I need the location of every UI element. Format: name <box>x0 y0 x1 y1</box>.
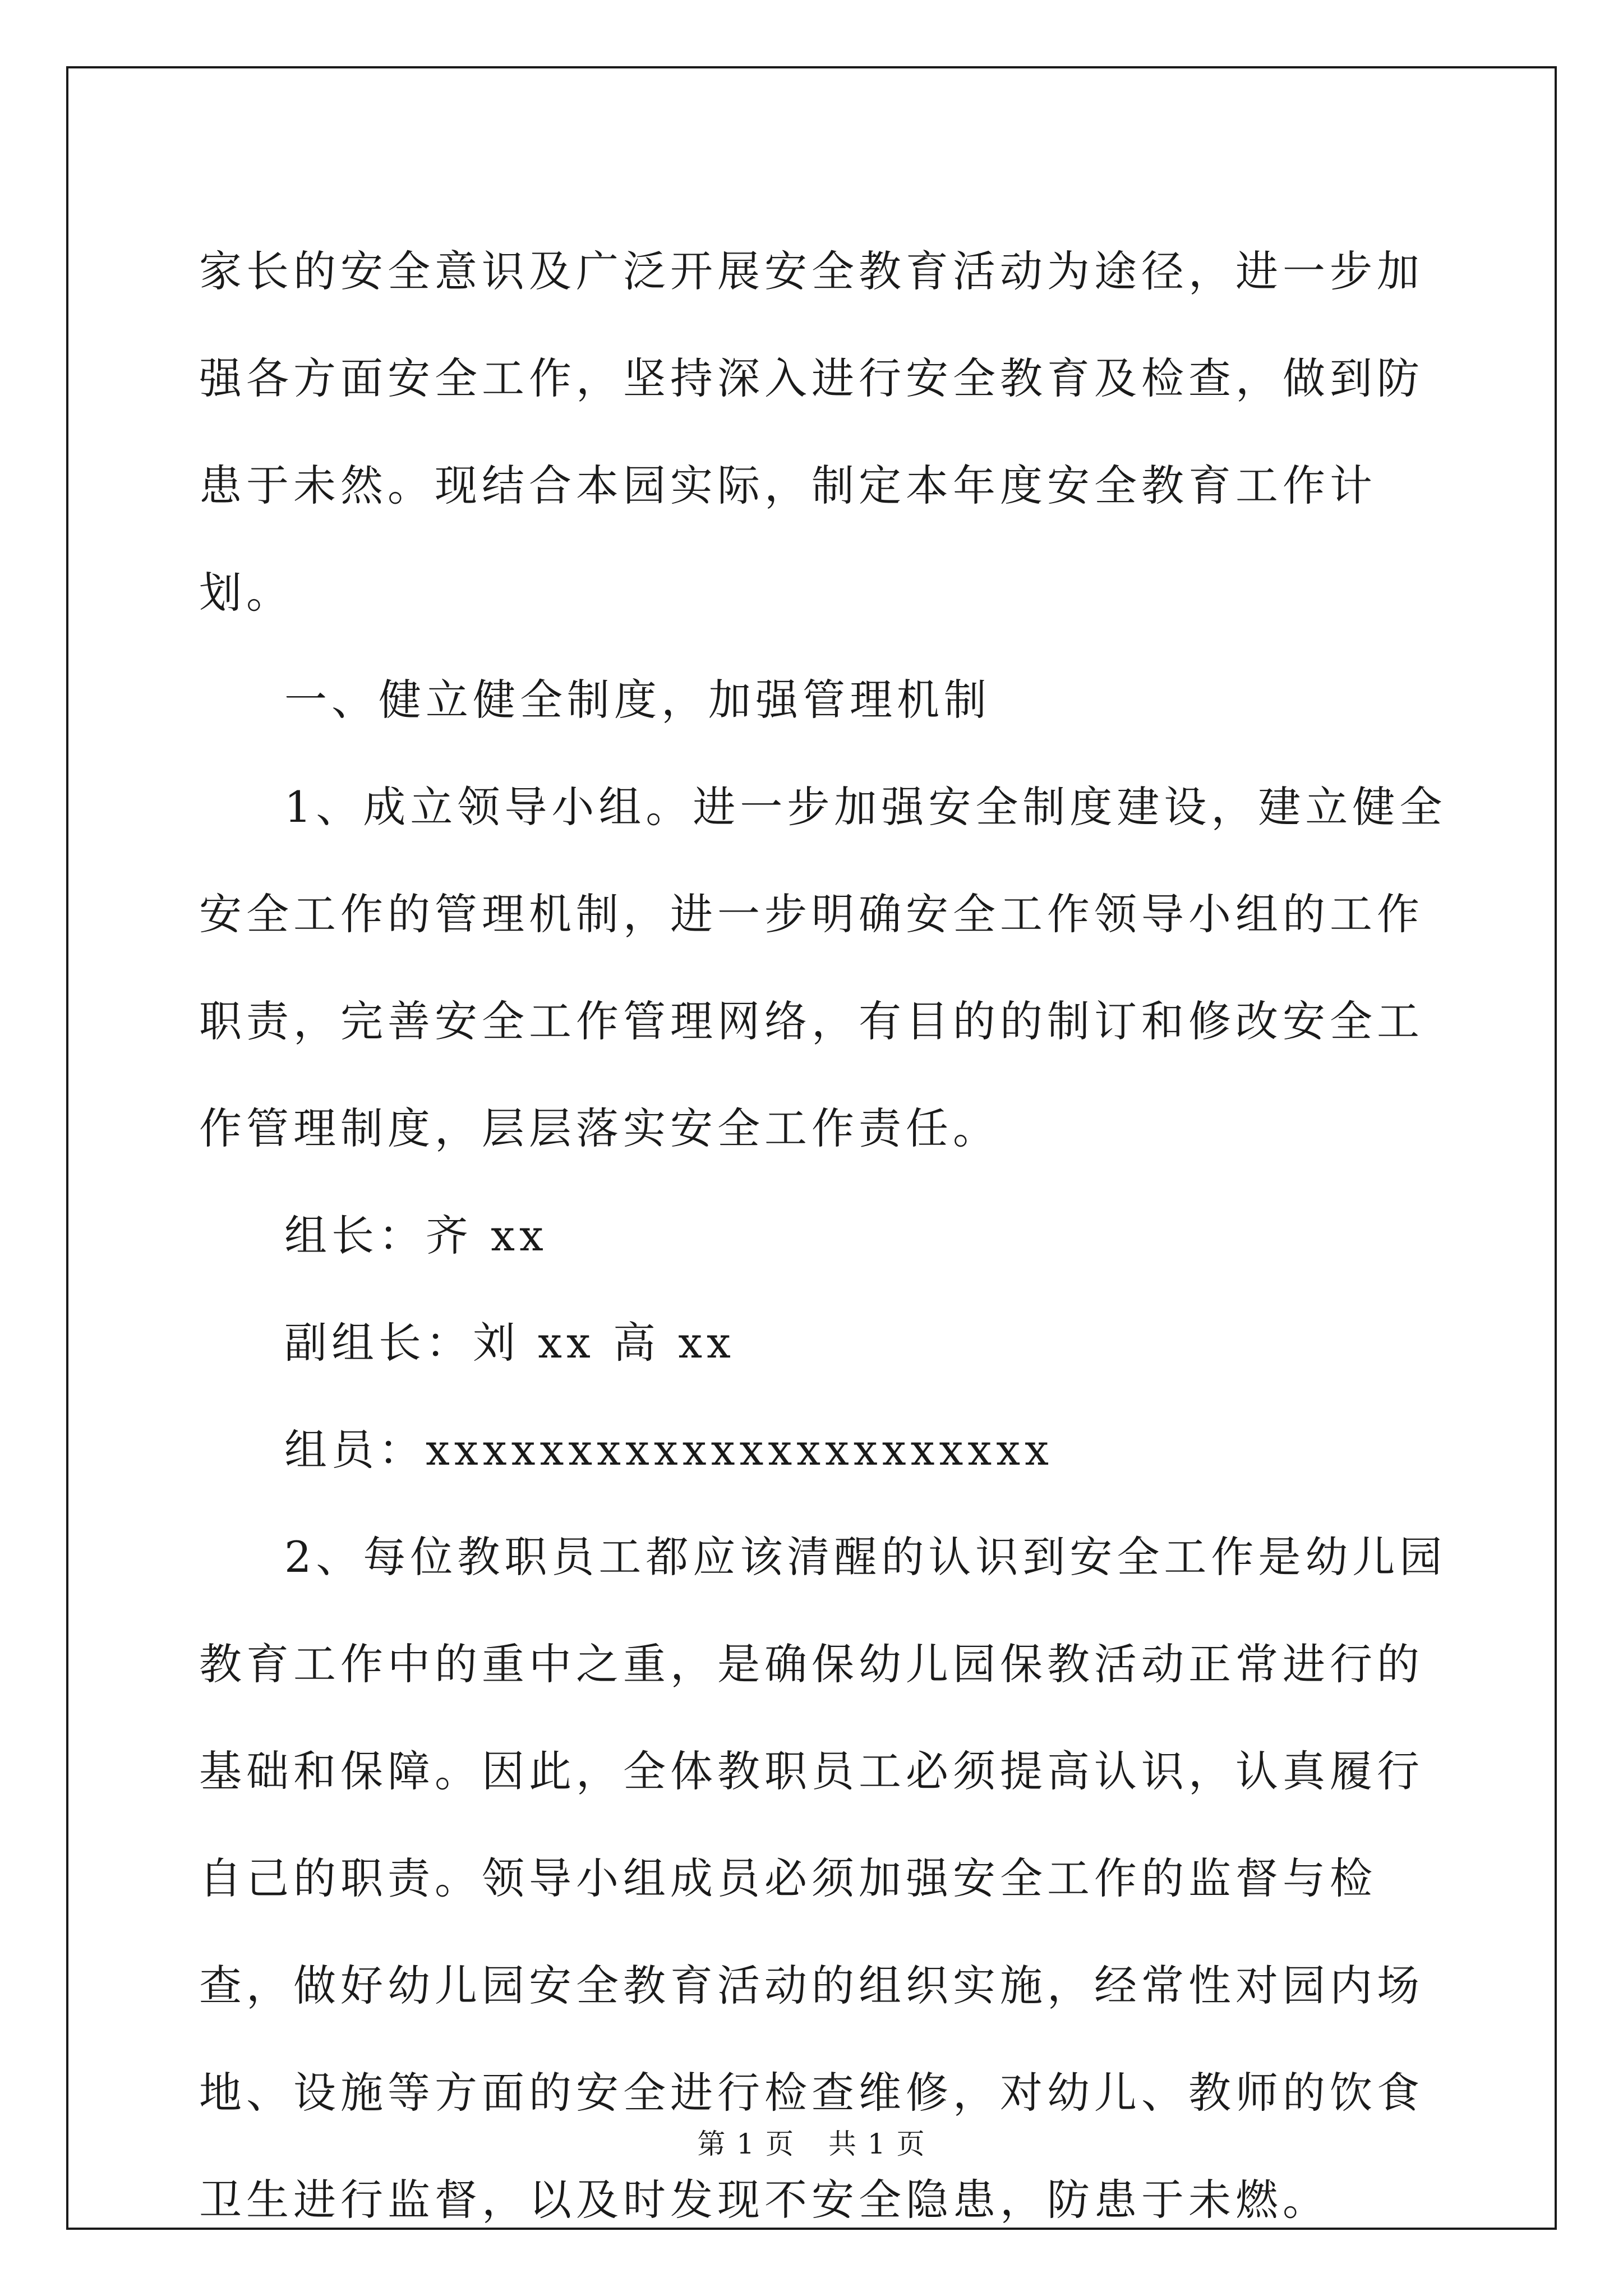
members-line: 组员：xxxxxxxxxxxxxxxxxxxxxx <box>284 1425 1053 1475</box>
section-heading: 一、健立健全制度，加强管理机制 <box>284 675 991 725</box>
paragraph-intro: 家长的安全意识及广泛开展安全教育活动为途径，进一步加强各方面安全工作，坚持深入进行安全教育及检查，做到防患于未然。现结合本园实际，制定本年度安全教育工作计划。 <box>199 246 1424 618</box>
group-leader-line: 组长：齐 xx <box>284 1211 548 1260</box>
page-footer <box>0 2122 1623 2162</box>
paragraph-item-1: 1、成立领导小组。进一步加强安全制度建设，建立健全安全工作的管理机制，进一步明确安全工作领导小组的工作职责，完善安全工作管理网络，有目的的制订和修改安全工作管理制度，层层落实安全工作责任。 <box>199 782 1447 1153</box>
document-body <box>199 218 1447 2253</box>
page-total: 共 1 页 <box>828 2128 926 2160</box>
paragraph-item-2: 2、每位教职员工都应该清醒的认识到安全工作是幼儿园教育工作中的重中之重，是确保幼儿园保教活动正常进行的基础和保障。因此，全体教职员工必须提高认识，认真履行自己的职责。领导小组成员必须加强安全工作的监督与检查，做好幼儿园安全教育活动的组织实施，经常性对园内场地、设施等方面的安全进行检查维修，对幼儿、教师的饮食卫生进行监督，以及时发现不安全隐患，防患于未燃。 <box>199 1532 1447 2225</box>
deputy-leader-line: 副组长：刘 xx 高 xx <box>284 1318 735 1368</box>
page-number: 第 1 页 <box>697 2128 795 2160</box>
